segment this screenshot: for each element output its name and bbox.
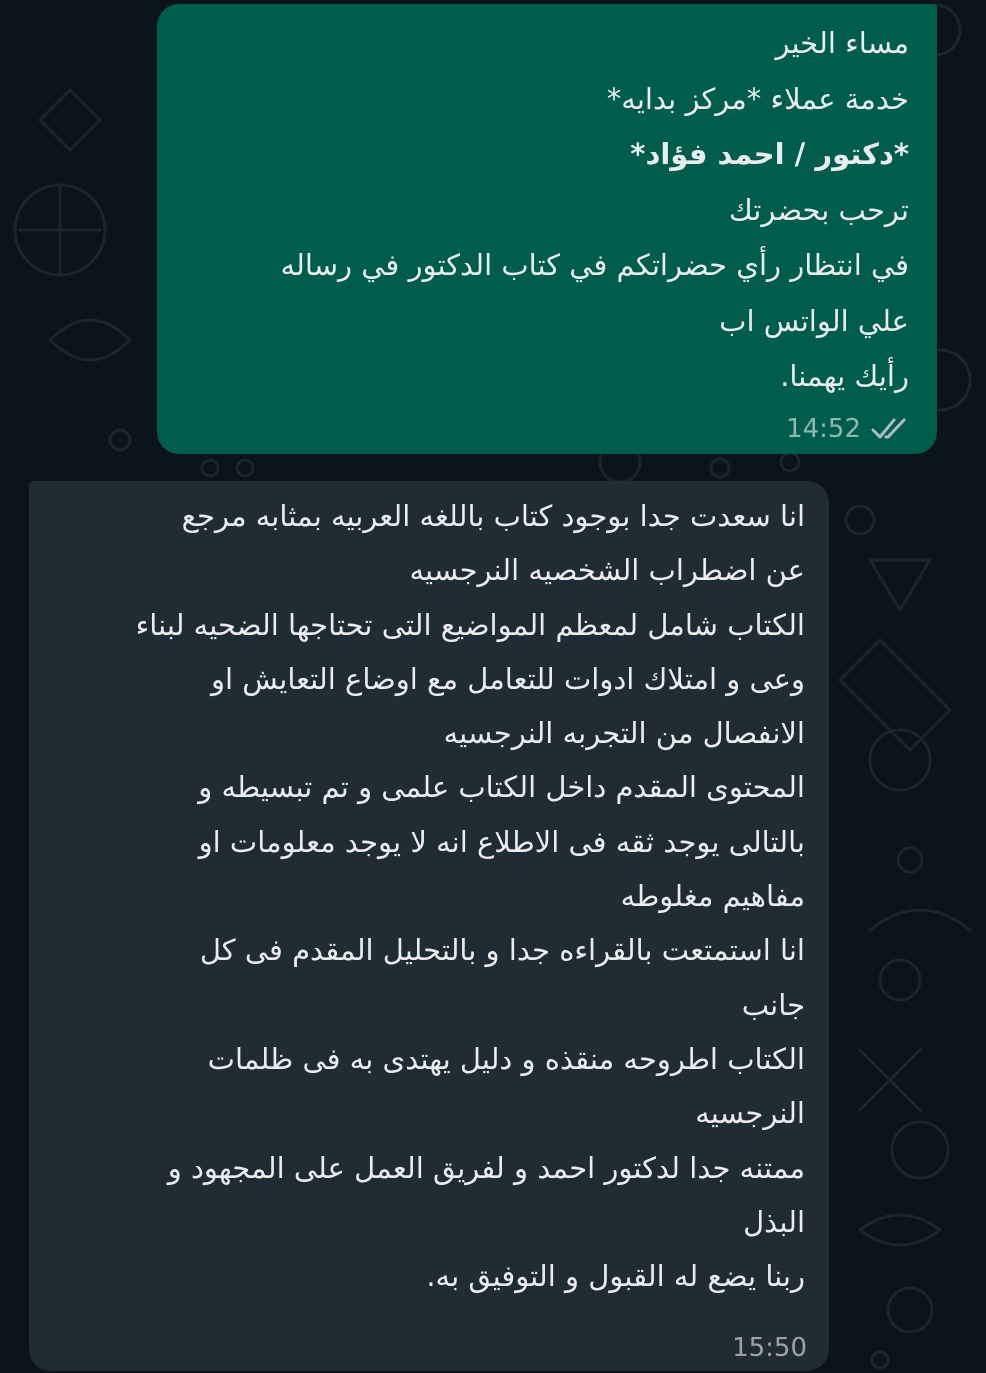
message-line: خدمة عملاء *مركز بدايه* [606,81,909,116]
message-line: *دكتور / احمد فؤاد* [630,137,909,171]
double-check-read-icon [871,416,913,442]
message-timestamp: 14:52 [786,414,861,444]
message-line: انا سعدت جدا بوجود كتاب باللغه العربيه بمثابه مرجع [181,499,805,533]
message-line: الانفصال من التجربه النرجسيه [443,716,805,751]
message-line: علي الواتس اب [719,303,909,338]
message-timestamp: 15:50 [732,1333,807,1363]
message-line: الكتاب شامل لمعظم المواضيع التى تحتاجها الضحيه لبناء [135,607,805,642]
message-line: النرجسيه [695,1096,805,1131]
message-line: جانب [741,987,805,1022]
message-line: ممتنه جدا لدكتور احمد و لفريق العمل على المجهود و [167,1150,805,1185]
message-meta [786,414,913,444]
message-meta [732,1333,807,1363]
message-line: ربنا يضع له القبول و التوفيق به. [426,1259,805,1294]
message-line: بالتالى يوجد ثقه فى الاطلاع انه لا يوجد معلومات او [198,824,805,859]
message-line: الكتاب اطروحه منقذه و دليل يهتدى به فى ظلمات [207,1041,805,1076]
incoming-message-bubble[interactable] [29,481,829,1371]
message-line: المحتوى المقدم داخل الكتاب علمى و تم تبسيطه و [198,770,805,805]
message-line: البذل [743,1204,805,1239]
message-line: مفاهيم مغلوطه [620,879,805,914]
message-line: مساء الخير [775,26,909,60]
outgoing-message-bubble[interactable] [157,4,937,454]
message-line: وعى و امتلاك ادوات للتعامل مع اوضاع التعايش او [211,661,805,696]
message-line: في انتظار رأي حضراتكم في كتاب الدكتور في رساله [280,248,909,282]
message-line: انا استمتعت بالقراءه جدا و بالتحليل المقدم فى كل [199,933,805,968]
message-line: عن اضطراب الشخصيه النرجسيه [409,553,805,588]
message-line: ترحب بحضرتك [728,192,909,227]
message-line: رأيك يهمنا. [780,359,909,393]
